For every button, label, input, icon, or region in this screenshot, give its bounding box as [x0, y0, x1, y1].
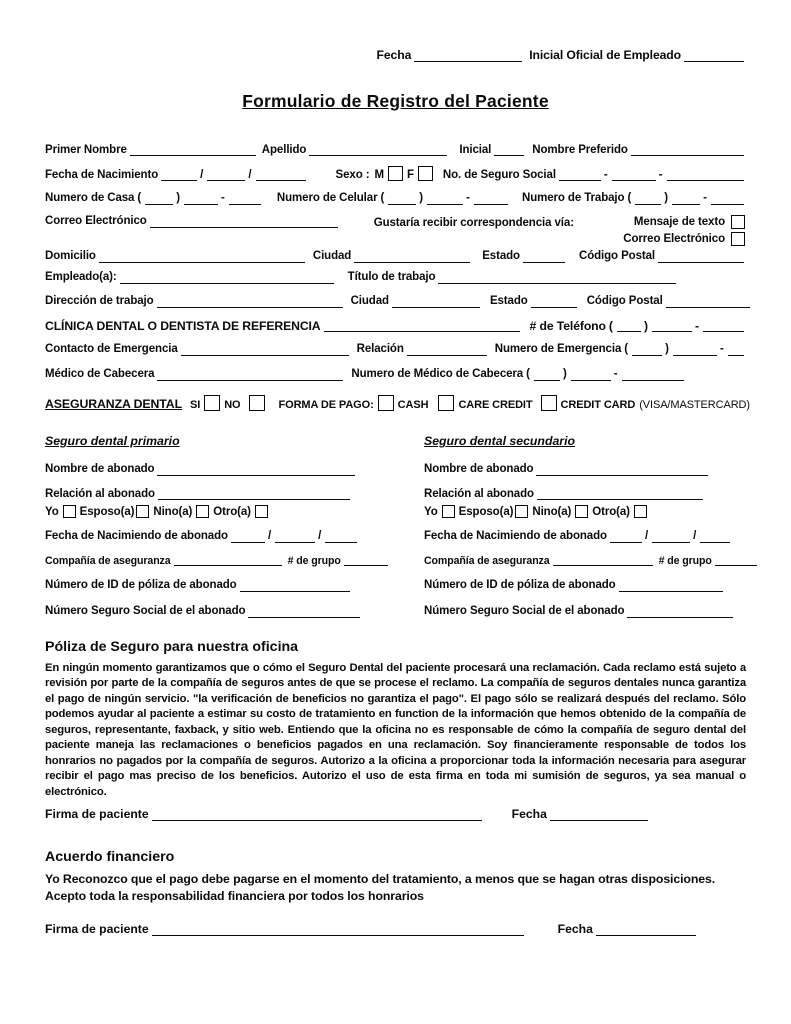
relacion-line[interactable]: [407, 344, 487, 356]
telefono-label: # de Teléfono: [529, 318, 606, 333]
apellido-line[interactable]: [309, 144, 447, 156]
titulo-trabajo-line[interactable]: [438, 272, 676, 284]
id-poliza-row: [45, 579, 397, 593]
primer-nombre-line[interactable]: [130, 144, 256, 156]
blank-line[interactable]: [534, 369, 560, 381]
clinica-row: [45, 319, 746, 334]
slash: /: [693, 530, 697, 543]
insurance-columns: [45, 432, 746, 619]
dash: -: [466, 192, 470, 205]
blank-line[interactable]: [559, 169, 601, 181]
paren-open: (: [627, 192, 632, 205]
inicial-oficial-line[interactable]: [684, 50, 744, 62]
ciudad-line[interactable]: [354, 251, 470, 263]
primario-esposo-checkbox[interactable]: [136, 505, 149, 518]
secundario-nino-checkbox[interactable]: [575, 505, 588, 518]
relacion-options-row: [45, 505, 397, 519]
nombre-abonado-label: Nombre de abonado: [45, 462, 155, 475]
fecha-firma-line[interactable]: [596, 924, 696, 936]
inicial-oficial-label: Inicial Oficial de Empleado: [529, 48, 681, 62]
blank-line[interactable]: [325, 531, 357, 543]
blank-line[interactable]: [145, 193, 173, 205]
estado-trabajo-label: Estado: [489, 294, 528, 307]
blank-line[interactable]: [388, 193, 416, 205]
relacion-abonado-row: [45, 488, 397, 502]
blank-line[interactable]: [427, 193, 463, 205]
paren-close: ): [419, 192, 424, 205]
fecha-label: Fecha: [376, 48, 412, 62]
nombre-abonado-line[interactable]: [536, 464, 708, 476]
numero-emergencia-label: Numero de Emergencia: [494, 343, 622, 356]
medico-row: [45, 368, 746, 382]
acuerdo-signature-row: [45, 922, 746, 937]
paren-open: (: [526, 368, 530, 381]
id-poliza-label: Número de ID de póliza de abonado: [424, 579, 616, 592]
blank-line[interactable]: [711, 193, 744, 205]
numero-trabajo-label: Numero de Trabajo: [521, 192, 625, 205]
fecha-firma-label: Fecha: [511, 807, 547, 822]
sss-abonado-label: Número Seguro Social de el abonado: [45, 605, 246, 618]
secundario-yo-checkbox[interactable]: [442, 505, 455, 518]
sexo-m-label: M: [374, 168, 384, 181]
ciudad-label: Ciudad: [312, 250, 352, 263]
empleado-label: Empleado(a):: [45, 271, 117, 284]
numero-casa-label: Numero de Casa: [45, 192, 135, 205]
paren-open: (: [624, 343, 629, 356]
fecha-firma-line[interactable]: [550, 809, 648, 821]
blank-line[interactable]: [184, 193, 218, 205]
si-label: SI: [189, 398, 201, 411]
sexo-m-checkbox[interactable]: [388, 166, 403, 181]
visa-mastercard-label: (VISA/MASTERCARD): [639, 398, 750, 411]
nombre-preferido-line[interactable]: [631, 144, 744, 156]
blank-line[interactable]: [161, 169, 197, 181]
paren-open: (: [137, 192, 142, 205]
codigo-postal-trabajo-line[interactable]: [666, 296, 750, 308]
relacion-abonado-label: Relación al abonado: [45, 487, 155, 500]
direccion-trabajo-line[interactable]: [157, 296, 343, 308]
primer-nombre-label: Primer Nombre: [45, 143, 127, 156]
blank-line[interactable]: [610, 531, 642, 543]
seguro-primario-title-wrap: [45, 432, 397, 450]
clinica-label: CLÍNICA DENTAL O DENTISTA DE REFERENCIA: [45, 318, 321, 333]
paren-close: ): [664, 192, 669, 205]
slash: /: [644, 530, 649, 543]
credit-card-label: CREDIT CARD: [560, 398, 636, 411]
blank-line[interactable]: [635, 193, 661, 205]
firma-paciente-label: Firma de paciente: [45, 921, 149, 936]
blank-line[interactable]: [703, 320, 744, 332]
estado-line[interactable]: [523, 251, 565, 263]
firma-paciente-line[interactable]: [152, 809, 482, 821]
grupo-line[interactable]: [344, 554, 388, 566]
blank-line[interactable]: [700, 531, 730, 543]
esposo-label: Esposo(a): [458, 505, 514, 518]
slash: /: [200, 168, 204, 181]
slash: /: [318, 530, 322, 543]
id-poliza-label: Número de ID de póliza de abonado: [45, 579, 237, 592]
sss-abonado-line[interactable]: [248, 606, 360, 618]
dash: -: [703, 192, 707, 205]
blank-line[interactable]: [622, 369, 684, 381]
domicilio-row: [45, 250, 746, 264]
fecha-abonado-label: Fecha de Nacimiendo de abonado: [424, 530, 607, 543]
via-options: [623, 215, 746, 246]
blank-line[interactable]: [672, 193, 700, 205]
id-poliza-row: [424, 579, 746, 593]
estado-trabajo-line[interactable]: [531, 296, 577, 308]
ciudad-trabajo-label: Ciudad: [350, 294, 389, 307]
direccion-trabajo-label: Dirección de trabajo: [45, 294, 154, 307]
dash: -: [695, 318, 700, 333]
blank-line[interactable]: [207, 169, 245, 181]
firma-paciente-line[interactable]: [152, 924, 524, 936]
compania-line[interactable]: [174, 554, 282, 566]
correo-line[interactable]: [150, 216, 338, 228]
mensaje-texto-label: Mensaje de texto: [633, 216, 725, 229]
sexo-f-label: F: [406, 168, 414, 181]
blank-line[interactable]: [474, 193, 508, 205]
dash: -: [719, 343, 724, 356]
nombre-abonado-row: [45, 463, 397, 477]
nombre-preferido-label: Nombre Preferido: [532, 143, 628, 156]
paren-close: ): [562, 368, 567, 381]
id-poliza-line[interactable]: [619, 580, 723, 592]
poliza-body: En ningún momento garantizamos que o cómo el Seguro Dental del paciente procesará una reclamación. Cada reclamo está sujeto a revisión por parte de la compañía de seguros antes de que se procese el reclamo. La compañía de seguros dentales nunca garantiza el pago de ningún servicio. "la verificación de beneficios no garantiza el pago". El pago sólo se realizará después del reclamo. Sólo podemos ayudar al paciente a estimar su costo de tratamiento en function de la información que hemos obtenido de la compañía de seguros, representante, faxback, y sitio web. Entiendo que la oficina no es responsable de cómo la compañía de seguro dental del paciente maneja las reclamaciones o beneficios pagados en una reclamación. Soy financieramente responsable de todos los honrarios no pagados por la compañía de seguros. Autorizo a la oficina a proporcionar toda la información necesaria para asegurar recibir el pago mas preciso de los beneficios. Autorizo el uso de esta firma en toda mi sumisión de seguros, ya sea manual o electrónico.: [45, 661, 746, 798]
acuerdo-section: [45, 849, 746, 937]
codigo-postal-trabajo-label: Código Postal: [586, 294, 663, 307]
grupo-line[interactable]: [715, 554, 757, 566]
medico-cabecera-line[interactable]: [157, 369, 343, 381]
birth-sex-ssn-row: [45, 166, 746, 182]
blank-line[interactable]: [652, 531, 690, 543]
paren-close: ): [643, 318, 648, 333]
correo-label: Correo Electrónico: [45, 215, 147, 228]
compania-label: Compañía de aseguranza: [45, 554, 171, 567]
care-credit-label: CARE CREDIT: [458, 398, 533, 411]
codigo-postal-line[interactable]: [658, 251, 744, 263]
clinica-line[interactable]: [324, 320, 520, 332]
seguro-primario-title: Seguro dental primario: [45, 433, 180, 448]
blank-line[interactable]: [571, 369, 611, 381]
blank-line[interactable]: [673, 344, 717, 356]
page-title: Formulario de Registro del Paciente: [242, 90, 549, 111]
paren-open: (: [380, 192, 385, 205]
sss-abonado-line[interactable]: [627, 606, 733, 618]
blank-line[interactable]: [667, 169, 744, 181]
blank-line[interactable]: [652, 320, 692, 332]
ciudad-trabajo-line[interactable]: [392, 296, 480, 308]
dash: -: [613, 368, 618, 381]
aseguranza-heading: ASEGURANZA DENTAL: [45, 397, 182, 412]
id-poliza-line[interactable]: [240, 580, 350, 592]
blank-line[interactable]: [617, 320, 641, 332]
blank-line[interactable]: [229, 193, 261, 205]
sss-abonado-row: [424, 605, 746, 619]
relacion-abonado-line[interactable]: [158, 488, 350, 500]
domicilio-line[interactable]: [99, 251, 305, 263]
acuerdo-heading: Acuerdo financiero: [45, 848, 175, 865]
no-label: NO: [224, 398, 241, 411]
estado-label: Estado: [482, 250, 520, 263]
name-row: [45, 144, 746, 158]
apellido-label: Apellido: [261, 143, 307, 156]
primario-otro-checkbox[interactable]: [255, 505, 268, 518]
fecha-line[interactable]: [414, 50, 522, 62]
esposo-label: Esposo(a): [79, 505, 135, 518]
secundario-otro-checkbox[interactable]: [634, 505, 647, 518]
grupo-label: # de grupo: [287, 554, 341, 567]
sexo-label: Sexo :: [335, 168, 370, 181]
numero-medico-label: Numero de Médico de Cabecera: [351, 368, 524, 381]
inicial-line[interactable]: [494, 144, 524, 156]
poliza-heading: Póliza de Seguro para nuestra oficina: [45, 638, 299, 655]
acuerdo-body: Yo Reconozco que el pago debe pagarse en el momento del tratamiento, a menos que se hagan otras disposiciones. Acepto toda la responsabilidad financiera por todos los honrarios: [45, 871, 716, 903]
gustaria-label: Gustaría recibir correspondencia vía:: [373, 217, 574, 230]
no-checkbox[interactable]: [249, 395, 265, 411]
nombre-abonado-line[interactable]: [157, 464, 355, 476]
empleado-line[interactable]: [120, 272, 334, 284]
dash: -: [658, 168, 663, 181]
emergencia-row: [45, 343, 746, 357]
compania-label: Compañía de aseguranza: [424, 554, 550, 567]
relacion-options-row: [424, 505, 746, 519]
credit-card-checkbox[interactable]: [541, 395, 557, 411]
sss-abonado-row: [45, 605, 397, 619]
seguro-secundario-title: Seguro dental secundario: [424, 433, 576, 448]
compania-row: [45, 554, 397, 567]
secundario-esposo-checkbox[interactable]: [515, 505, 528, 518]
blank-line[interactable]: [612, 169, 656, 181]
blank-line[interactable]: [231, 531, 265, 543]
relacion-abonado-line[interactable]: [537, 488, 703, 500]
poliza-signature-row: [45, 807, 746, 822]
poliza-section: [45, 639, 746, 822]
seguro-social-label: No. de Seguro Social: [442, 168, 556, 181]
title-wrap: [45, 91, 746, 112]
fecha-abonado-label: Fecha de Nacimiendo de abonado: [45, 530, 228, 543]
phones-row: [45, 192, 746, 206]
correo-via-row: [45, 215, 746, 246]
blank-line[interactable]: [275, 531, 315, 543]
care-credit-checkbox[interactable]: [438, 395, 454, 411]
yo-label: Yo: [424, 505, 438, 518]
sexo-f-checkbox[interactable]: [418, 166, 433, 181]
blank-line[interactable]: [256, 169, 306, 181]
slash: /: [248, 168, 252, 181]
si-checkbox[interactable]: [204, 395, 220, 411]
inicial-label: Inicial: [459, 143, 492, 156]
cash-checkbox[interactable]: [378, 395, 394, 411]
empleado-row: [45, 271, 746, 285]
contacto-emergencia-line[interactable]: [181, 344, 349, 356]
domicilio-label: Domicilio: [45, 250, 96, 263]
correo-checkbox[interactable]: [731, 232, 745, 246]
top-row: [45, 48, 746, 63]
dash: -: [221, 192, 225, 205]
relacion-abonado-label: Relación al abonado: [424, 487, 534, 500]
slash: /: [267, 530, 272, 543]
paren-close: ): [176, 192, 181, 205]
aseguranza-row: [45, 395, 750, 412]
seguro-secundario-title-wrap: [424, 432, 746, 450]
yo-label: Yo: [45, 505, 59, 518]
correo-option-label: Correo Electrónico: [623, 233, 725, 246]
firma-paciente-label: Firma de paciente: [45, 807, 149, 822]
fecha-nacimiento-label: Fecha de Nacimiento: [45, 168, 159, 181]
direccion-trabajo-row: [45, 295, 746, 309]
fecha-firma-label: Fecha: [557, 921, 593, 936]
blank-line[interactable]: [728, 344, 744, 356]
primario-nino-checkbox[interactable]: [196, 505, 209, 518]
correo-group: [45, 215, 340, 229]
medico-cabecera-label: Médico de Cabecera: [45, 368, 155, 381]
compania-row: [424, 554, 746, 567]
codigo-postal-label: Código Postal: [578, 250, 655, 263]
nombre-abonado-row: [424, 463, 746, 477]
mensaje-texto-checkbox[interactable]: [731, 215, 745, 229]
fecha-abonado-row: [424, 530, 746, 544]
otro-label: Otro(a): [592, 505, 630, 518]
seguro-primario-section: [45, 432, 397, 619]
paren-open: (: [608, 318, 613, 333]
grupo-label: # de grupo: [658, 554, 712, 567]
forma-pago-label: FORMA DE PAGO:: [278, 398, 374, 411]
nombre-abonado-label: Nombre de abonado: [424, 462, 534, 475]
dash: -: [603, 168, 608, 181]
relacion-abonado-row: [424, 488, 746, 502]
cash-label: CASH: [397, 398, 429, 411]
sss-abonado-label: Número Seguro Social de el abonado: [424, 605, 625, 618]
seguro-secundario-section: [424, 432, 746, 619]
titulo-trabajo-label: Título de trabajo: [347, 271, 436, 284]
paren-close: ): [665, 343, 669, 356]
nino-label: Nino(a): [153, 505, 193, 518]
contacto-emergencia-label: Contacto de Emergencia: [45, 343, 178, 356]
fecha-abonado-row: [45, 530, 397, 544]
primario-yo-checkbox[interactable]: [63, 505, 76, 518]
relacion-label: Relación: [356, 343, 404, 356]
blank-line[interactable]: [632, 344, 662, 356]
otro-label: Otro(a): [213, 505, 251, 518]
compania-line[interactable]: [553, 554, 653, 566]
nino-label: Nino(a): [532, 505, 572, 518]
numero-celular-label: Numero de Celular: [276, 192, 378, 205]
